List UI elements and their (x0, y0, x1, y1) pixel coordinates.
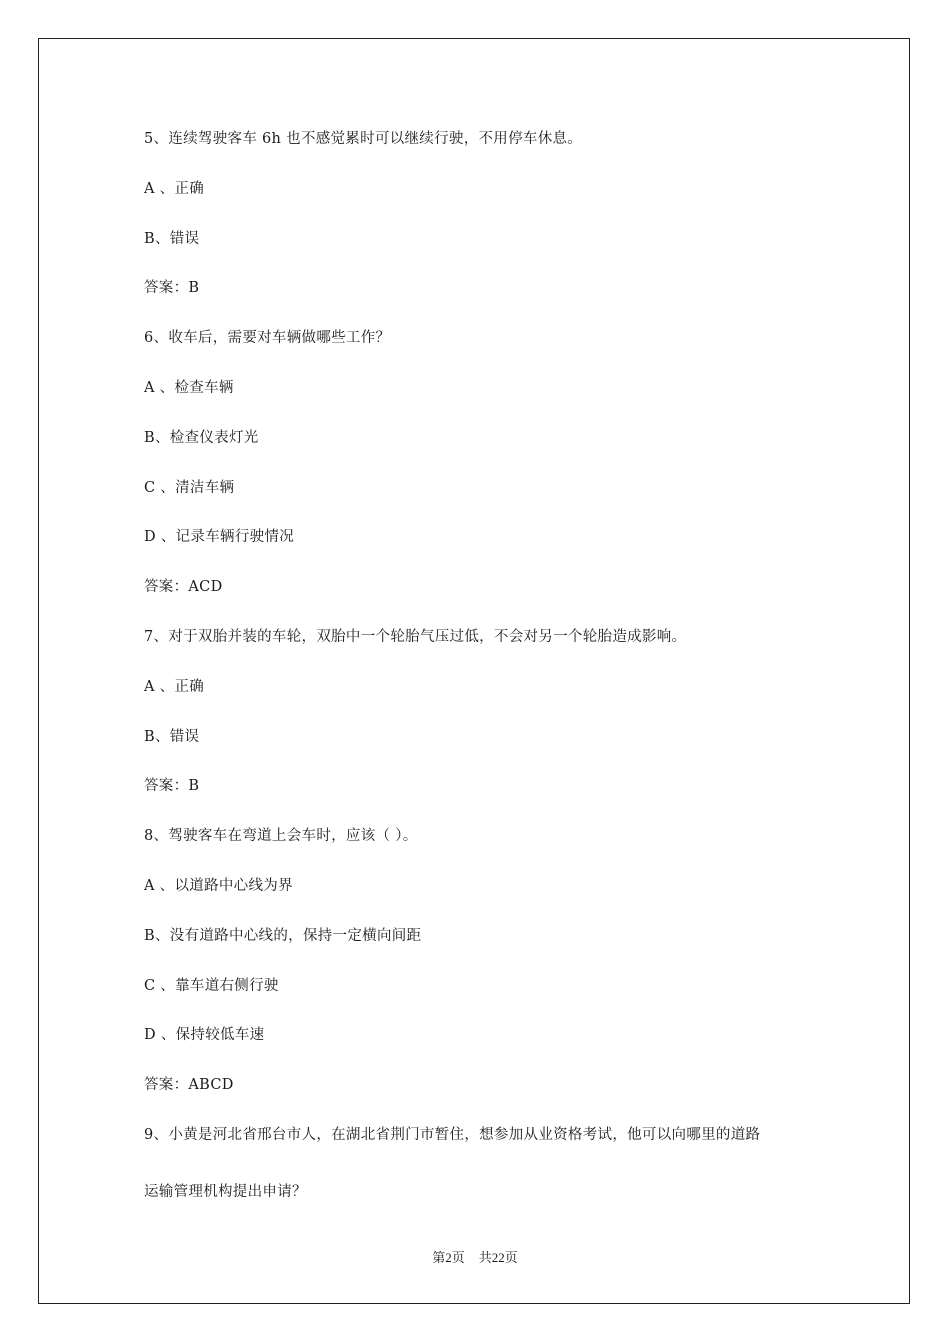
question-6-option-c: C 、清洁车辆 (144, 479, 235, 496)
question-8-option-c: C 、靠车道右侧行驶 (144, 977, 279, 994)
question-6-option-a: A 、检查车辆 (144, 379, 234, 396)
question-5-stem: 5、连续驾驶客车 6h 也不感觉累时可以继续行驶，不用停车休息。 (144, 131, 583, 147)
question-7-option-b: B、错误 (144, 728, 200, 745)
question-5-option-b: B、错误 (144, 230, 200, 247)
question-5-option-a: A 、正确 (144, 180, 205, 197)
question-8-stem: 8、驾驶客车在弯道上会车时，应该（ ）。 (144, 828, 418, 845)
question-6-option-d: D 、记录车辆行驶情况 (144, 529, 295, 546)
question-6-answer: 答案：ACD (144, 579, 223, 596)
question-8-option-b: B、没有道路中心线的，保持一定横向间距 (144, 927, 422, 944)
page-footer (0, 1247, 950, 1266)
question-8-option-d: D 、保持较低车速 (144, 1027, 265, 1044)
question-7-answer: 答案：B (144, 778, 200, 795)
question-6-option-b: B、检查仪表灯光 (144, 429, 259, 446)
question-8-option-a: A 、以道路中心线为界 (144, 877, 293, 894)
question-7-option-a: A 、正确 (144, 678, 205, 695)
question-9-stem-line-1: 9、小黄是河北省邢台市人，在湖北省荆门市暂住，想参加从业资格考试，他可以向哪里的道路 (144, 1126, 761, 1143)
question-7-stem: 7、对于双胎并装的车轮，双胎中一个轮胎气压过低，不会对另一个轮胎造成影响。 (144, 628, 687, 645)
question-5-answer: 答案：B (144, 280, 200, 297)
question-6-stem: 6、收车后，需要对车辆做哪些工作？ (144, 330, 391, 347)
question-9-stem-line-2: 运输管理机构提出申请？ (144, 1183, 307, 1200)
page-total: 共22页 (478, 1250, 518, 1265)
page-number: 第2页 (432, 1250, 465, 1265)
question-8-answer: 答案：ABCD (144, 1077, 234, 1094)
document-body (144, 126, 844, 1229)
